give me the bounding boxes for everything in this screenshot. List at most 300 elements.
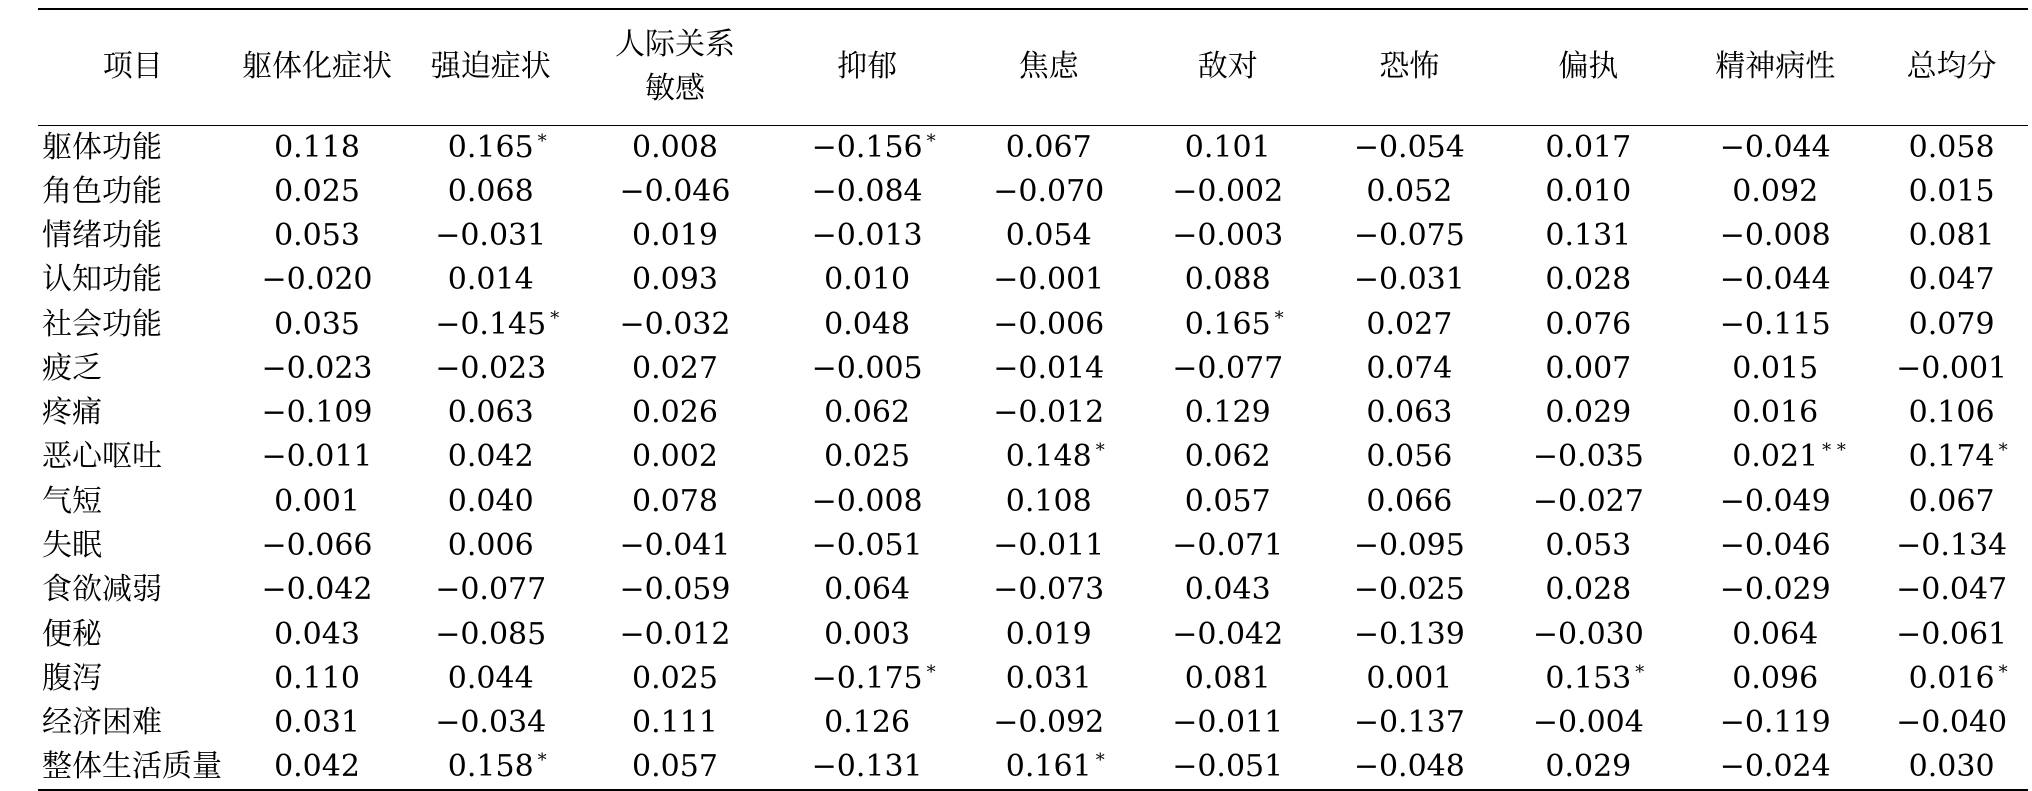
cell-value: 0.025	[274, 173, 360, 209]
cell-value: −0.023	[435, 350, 547, 386]
table-row	[38, 170, 2028, 214]
table-cell	[959, 568, 1138, 612]
row-label: 恶心呕吐	[42, 439, 162, 475]
significance-marker: *	[1998, 661, 2008, 683]
cell-value: −0.070	[993, 173, 1105, 209]
table-cell	[1675, 701, 1875, 745]
cell-value: −0.048	[1353, 749, 1465, 785]
table-row	[38, 435, 2028, 479]
table-cell	[959, 347, 1138, 391]
table-cell	[959, 302, 1138, 346]
cell-value: 0.030	[1908, 749, 1995, 785]
table-row	[38, 125, 2028, 170]
table-cell	[959, 391, 1138, 435]
cell-value: 0.108	[1005, 483, 1092, 519]
row-label: 疼痛	[42, 395, 102, 431]
table-cell	[228, 391, 407, 435]
cell-value: −0.035	[1532, 439, 1644, 475]
table-cell	[1138, 612, 1317, 656]
cell-value: 0.007	[1545, 350, 1632, 386]
significance-marker: *	[550, 307, 560, 329]
cell-value: −0.008	[1719, 217, 1831, 253]
table-cell	[575, 170, 775, 214]
table-cell	[1138, 568, 1317, 612]
table-row	[38, 214, 2028, 258]
row-label: 气短	[42, 483, 102, 519]
cell-value: −0.003	[1172, 217, 1284, 253]
column-header-text: 偏执	[1558, 49, 1619, 85]
table-cell	[228, 258, 407, 302]
table-cell	[228, 568, 407, 612]
cell-value: 0.016 *	[1909, 657, 1995, 701]
table-cell	[1501, 612, 1675, 656]
table-cell	[1875, 657, 2028, 701]
table-cell	[1317, 524, 1501, 568]
table-cell	[1317, 568, 1501, 612]
cell-value: 0.044	[447, 660, 534, 696]
column-header	[959, 9, 1138, 125]
table-cell	[959, 612, 1138, 656]
cell-value: 0.003	[824, 616, 911, 652]
cell-value: 0.092	[1732, 173, 1819, 209]
cell-value: 0.002	[632, 439, 718, 475]
column-header	[1501, 9, 1675, 125]
table-row	[38, 568, 2028, 612]
table-cell	[228, 302, 407, 346]
significance-marker: * *	[1822, 440, 1846, 462]
cell-value: −0.001	[1896, 350, 2008, 386]
table-cell	[1675, 258, 1875, 302]
table-cell	[407, 347, 575, 391]
cell-value: 0.019	[632, 217, 718, 253]
cell-value: 0.048	[824, 306, 911, 342]
table-cell	[1501, 391, 1675, 435]
cell-value: −0.137	[1353, 705, 1465, 741]
cell-value: −0.044	[1719, 129, 1831, 165]
table-row	[38, 480, 2028, 524]
column-header-text: 人际关系	[614, 27, 735, 63]
cell-value: 0.042	[274, 749, 360, 785]
table-cell	[575, 214, 775, 258]
table-cell	[1501, 125, 1675, 170]
table-cell	[1501, 170, 1675, 214]
table-cell	[1675, 480, 1875, 524]
cell-value: 0.074	[1366, 350, 1453, 386]
row-label: 经济困难	[42, 705, 162, 741]
table-cell	[407, 568, 575, 612]
cell-value: −0.002	[1172, 173, 1284, 209]
table-cell	[407, 214, 575, 258]
column-header	[1675, 9, 1875, 125]
correlation-table-container	[38, 8, 2028, 791]
cell-value: 0.025	[824, 439, 911, 475]
table-cell	[775, 568, 959, 612]
table-cell	[775, 258, 959, 302]
table-cell	[959, 657, 1138, 701]
table-cell	[1138, 214, 1317, 258]
cell-value: 0.047	[1908, 262, 1995, 298]
cell-value: −0.109	[261, 395, 373, 431]
table-cell	[575, 568, 775, 612]
table-cell	[1317, 258, 1501, 302]
table-cell	[1501, 480, 1675, 524]
cell-value: 0.006	[447, 528, 534, 564]
table-cell	[1317, 125, 1501, 170]
cell-value: 0.081	[1184, 660, 1271, 696]
table-cell	[1501, 214, 1675, 258]
cell-value: −0.051	[1172, 749, 1284, 785]
cell-value: −0.030	[1532, 616, 1644, 652]
table-cell	[1138, 701, 1317, 745]
table-cell	[1138, 347, 1317, 391]
cell-value: 0.129	[1184, 395, 1271, 431]
significance-marker: *	[926, 130, 936, 152]
cell-value: −0.131	[811, 749, 923, 785]
cell-value: −0.092	[993, 705, 1105, 741]
cell-value: −0.051	[811, 528, 923, 564]
table-cell	[775, 435, 959, 479]
cell-value: 0.067	[1908, 483, 1995, 519]
cell-value: −0.031	[435, 217, 547, 253]
cell-value: −0.145 *	[435, 303, 546, 347]
table-cell	[407, 391, 575, 435]
column-header	[228, 9, 407, 125]
cell-value: 0.052	[1366, 173, 1453, 209]
cell-value: 0.148 *	[1006, 435, 1092, 479]
table-row	[38, 347, 2028, 391]
table-cell	[1875, 258, 2028, 302]
significance-marker: *	[1635, 661, 1645, 683]
cell-value: 0.019	[1005, 616, 1092, 652]
cell-value: 0.111	[632, 705, 718, 741]
column-header	[407, 9, 575, 125]
column-header-text: 总均分	[1906, 49, 1997, 85]
cell-value: 0.035	[274, 306, 360, 342]
table-cell	[1875, 347, 2028, 391]
table-cell	[775, 125, 959, 170]
cell-value: 0.057	[632, 749, 718, 785]
table-cell	[575, 347, 775, 391]
table-cell	[1317, 612, 1501, 656]
table-cell	[959, 170, 1138, 214]
cell-value: 0.026	[632, 395, 718, 431]
table-row	[38, 701, 2028, 745]
table-cell	[1875, 480, 2028, 524]
significance-marker: *	[537, 750, 547, 772]
table-cell	[1501, 347, 1675, 391]
cell-value: 0.081	[1908, 217, 1995, 253]
table-cell	[228, 524, 407, 568]
cell-value: −0.046	[1719, 528, 1831, 564]
cell-value: −0.073	[993, 572, 1105, 608]
table-cell	[775, 701, 959, 745]
cell-value: −0.011	[993, 528, 1105, 564]
cell-value: 0.027	[1366, 306, 1453, 342]
cell-value: −0.059	[619, 572, 731, 608]
table-cell	[407, 170, 575, 214]
table-body	[38, 125, 2028, 790]
cell-value: 0.021 * *	[1732, 435, 1818, 479]
cell-value: 0.031	[1005, 660, 1092, 696]
cell-value: −0.024	[1719, 749, 1831, 785]
column-header-text: 恐怖	[1379, 49, 1440, 85]
table-cell	[1675, 214, 1875, 258]
table-row	[38, 258, 2028, 302]
table-cell	[407, 612, 575, 656]
cell-value: 0.053	[1545, 528, 1632, 564]
cell-value: 0.029	[1545, 749, 1632, 785]
table-cell	[959, 524, 1138, 568]
cell-value: −0.071	[1172, 528, 1284, 564]
column-header	[1138, 9, 1317, 125]
table-cell	[1501, 657, 1675, 701]
cell-value: 0.025	[632, 660, 718, 696]
significance-marker: *	[1998, 440, 2008, 462]
table-row	[38, 612, 2028, 656]
cell-value: −0.005	[811, 350, 923, 386]
cell-value: −0.004	[1532, 705, 1644, 741]
significance-marker: *	[1095, 750, 1105, 772]
cell-value: 0.062	[1184, 439, 1271, 475]
row-label: 社会功能	[42, 306, 162, 342]
cell-value: 0.118	[274, 129, 360, 165]
table-cell	[228, 612, 407, 656]
table-cell	[407, 524, 575, 568]
cell-value: −0.023	[261, 350, 373, 386]
table-cell	[575, 391, 775, 435]
table-cell	[1138, 435, 1317, 479]
column-header	[1317, 9, 1501, 125]
table-cell	[1675, 435, 1875, 479]
cell-value: −0.047	[1896, 572, 2008, 608]
cell-value: −0.034	[435, 705, 547, 741]
table-cell	[775, 347, 959, 391]
cell-value: 0.153 *	[1545, 657, 1631, 701]
cell-value: −0.012	[993, 395, 1105, 431]
cell-value: −0.077	[1172, 350, 1284, 386]
table-cell	[1138, 302, 1317, 346]
table-cell	[228, 125, 407, 170]
cell-value: −0.085	[435, 616, 547, 652]
cell-value: 0.158 *	[448, 745, 534, 789]
table-cell	[228, 170, 407, 214]
cell-value: −0.042	[1172, 616, 1284, 652]
cell-value: 0.058	[1908, 129, 1995, 165]
cell-value: 0.067	[1005, 129, 1092, 165]
cell-value: 0.015	[1908, 173, 1995, 209]
table-cell	[1317, 657, 1501, 701]
cell-value: 0.064	[824, 572, 911, 608]
cell-value: −0.119	[1719, 705, 1831, 741]
table-cell	[407, 435, 575, 479]
table-cell	[228, 480, 407, 524]
table-header-row	[38, 9, 2028, 125]
table-cell	[1317, 435, 1501, 479]
table-cell	[775, 524, 959, 568]
column-header-text: 敌对	[1197, 49, 1258, 85]
cell-value: 0.174 *	[1909, 435, 1995, 479]
table-cell	[575, 612, 775, 656]
column-header	[575, 9, 775, 125]
cell-value: −0.014	[993, 350, 1105, 386]
cell-value: 0.078	[632, 483, 718, 519]
cell-value: −0.001	[993, 262, 1105, 298]
table-cell	[228, 214, 407, 258]
row-label: 腹泻	[42, 660, 102, 696]
cell-value: −0.025	[1353, 572, 1465, 608]
table-cell	[1317, 701, 1501, 745]
table-cell	[775, 391, 959, 435]
table-cell	[959, 435, 1138, 479]
cell-value: −0.084	[811, 173, 923, 209]
cell-value: −0.031	[1353, 262, 1465, 298]
table-cell	[1138, 657, 1317, 701]
table-cell	[228, 701, 407, 745]
cell-value: −0.011	[1172, 705, 1284, 741]
table-cell	[575, 480, 775, 524]
table-cell	[228, 347, 407, 391]
table-cell	[775, 657, 959, 701]
table-cell	[1675, 347, 1875, 391]
table-cell	[1317, 480, 1501, 524]
table-cell	[1875, 170, 2028, 214]
column-header-text: 躯体化症状	[242, 49, 392, 85]
row-label: 疲乏	[42, 350, 102, 386]
cell-value: 0.064	[1732, 616, 1819, 652]
cell-value: −0.020	[261, 262, 373, 298]
cell-value: 0.027	[632, 350, 718, 386]
cell-value: 0.042	[447, 439, 534, 475]
cell-value: −0.156 *	[812, 126, 923, 170]
table-cell	[1138, 170, 1317, 214]
cell-value: −0.054	[1353, 129, 1465, 165]
table-cell	[1675, 125, 1875, 170]
cell-value: 0.165 *	[1185, 303, 1271, 347]
table-cell	[1501, 568, 1675, 612]
cell-value: −0.042	[261, 572, 373, 608]
table-row	[38, 391, 2028, 435]
table-cell	[1875, 568, 2028, 612]
table-cell	[1675, 170, 1875, 214]
table-cell	[575, 435, 775, 479]
column-header	[775, 9, 959, 125]
table-cell	[1138, 480, 1317, 524]
cell-value: −0.066	[261, 528, 373, 564]
cell-value: −0.041	[619, 528, 731, 564]
table-cell	[1317, 214, 1501, 258]
cell-value: 0.076	[1545, 306, 1632, 342]
table-cell	[1317, 170, 1501, 214]
cell-value: 0.079	[1908, 306, 1995, 342]
table-cell	[407, 701, 575, 745]
cell-value: 0.126	[824, 705, 911, 741]
cell-value: −0.175 *	[812, 657, 923, 701]
cell-value: −0.032	[619, 306, 731, 342]
cell-value: −0.013	[811, 217, 923, 253]
cell-value: 0.029	[1545, 395, 1632, 431]
cell-value: −0.040	[1896, 705, 2008, 741]
table-cell	[959, 125, 1138, 170]
row-label: 食欲减弱	[42, 572, 162, 608]
cell-value: 0.054	[1005, 217, 1092, 253]
cell-value: 0.063	[1366, 395, 1453, 431]
cell-value: 0.014	[447, 262, 534, 298]
table-cell	[1138, 524, 1317, 568]
cell-value: 0.088	[1184, 262, 1271, 298]
significance-marker: *	[926, 661, 936, 683]
table-cell	[1138, 125, 1317, 170]
table-cell	[228, 657, 407, 701]
cell-value: 0.031	[274, 705, 360, 741]
column-header-text: 敏感	[644, 71, 705, 107]
table-cell	[1875, 302, 2028, 346]
table-cell	[1501, 701, 1675, 745]
table-cell	[775, 480, 959, 524]
row-label: 失眠	[42, 528, 102, 564]
cell-value: 0.010	[1545, 173, 1632, 209]
table-row	[38, 524, 2028, 568]
table-cell	[228, 435, 407, 479]
cell-value: 0.110	[274, 660, 360, 696]
row-label: 整体生活质量	[42, 749, 222, 785]
table-cell	[407, 657, 575, 701]
table-cell	[775, 302, 959, 346]
correlation-table	[38, 8, 2028, 791]
cell-value: 0.066	[1366, 483, 1453, 519]
table-cell	[575, 125, 775, 170]
row-label: 角色功能	[42, 173, 162, 209]
cell-value: 0.053	[274, 217, 360, 253]
cell-value: 0.015	[1732, 350, 1819, 386]
table-cell	[575, 302, 775, 346]
cell-value: −0.046	[619, 173, 731, 209]
table-cell	[1675, 302, 1875, 346]
cell-value: −0.029	[1719, 572, 1831, 608]
cell-value: 0.043	[274, 616, 360, 652]
table-cell	[1317, 347, 1501, 391]
table-cell	[1501, 258, 1675, 302]
cell-value: −0.061	[1896, 616, 2008, 652]
row-label: 情绪功能	[42, 217, 162, 253]
cell-value: 0.068	[447, 173, 534, 209]
table-cell	[1875, 214, 2028, 258]
significance-marker: *	[1095, 440, 1105, 462]
cell-value: 0.101	[1184, 129, 1271, 165]
cell-value: −0.044	[1719, 262, 1831, 298]
table-cell	[1138, 258, 1317, 302]
cell-value: −0.115	[1719, 306, 1831, 342]
table-cell	[575, 258, 775, 302]
cell-value: −0.075	[1353, 217, 1465, 253]
row-label: 认知功能	[42, 262, 162, 298]
cell-value: 0.016	[1732, 395, 1819, 431]
table-cell	[959, 214, 1138, 258]
column-header-text: 项目	[102, 49, 163, 85]
column-header-text: 抑郁	[837, 49, 898, 85]
cell-value: −0.139	[1353, 616, 1465, 652]
cell-value: 0.043	[1184, 572, 1271, 608]
cell-value: −0.049	[1719, 483, 1831, 519]
table-cell	[775, 214, 959, 258]
cell-value: 0.001	[274, 483, 360, 519]
column-header-text: 强迫症状	[430, 49, 551, 85]
cell-value: 0.028	[1545, 572, 1632, 608]
table-row	[38, 657, 2028, 701]
table-cell	[1675, 657, 1875, 701]
row-label: 躯体功能	[42, 129, 162, 165]
cell-value: −0.027	[1532, 483, 1644, 519]
significance-marker: *	[537, 130, 547, 152]
